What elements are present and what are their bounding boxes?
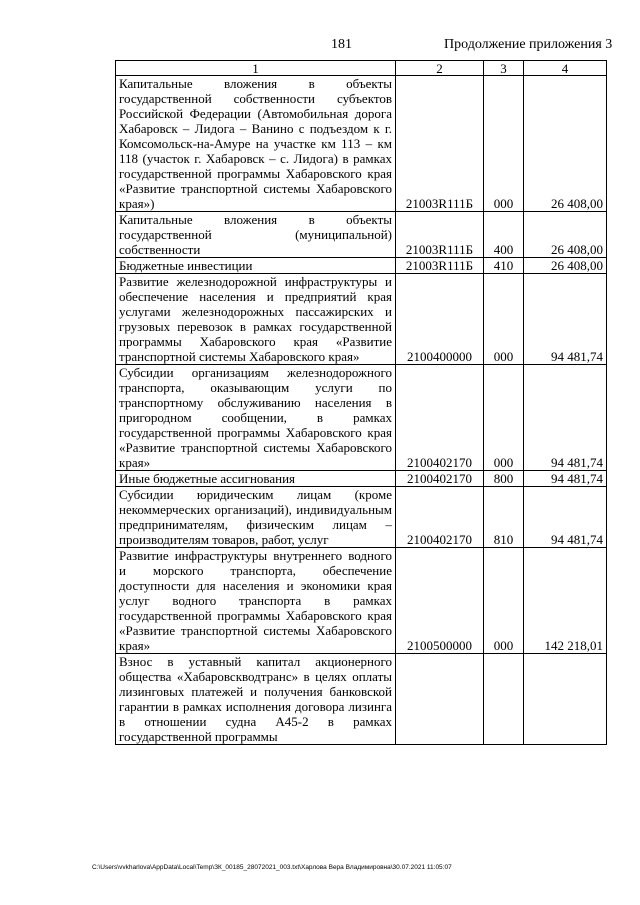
column-header: 3 [484,61,524,76]
row-name: Иные бюджетные ассигнования [116,471,396,487]
row-sum: 94 481,74 [524,487,607,548]
row-expense-type: 000 [484,76,524,212]
table-row [116,212,607,258]
row-expense-type: 000 [484,274,524,365]
row-expense-type: 000 [484,365,524,471]
row-name: Субсидии организациям железнодорожного транспорта, оказывающим услуги по транспортному обслуживанию населения в пригородном сообщении, в рамках государственной программы Хабаровского края «Развитие транспортной системы Хабаровского края» [116,365,396,471]
row-name: Развитие железнодорожной инфраструктуры и обеспечение населения и предприятий края услугами железнодорожных пассажирских и грузовых перевозок в рамках государственной программы Хабаровского края «Развитие транспортной системы Хабаровского края» [116,274,396,365]
table-row [116,471,607,487]
table-row [116,76,607,212]
row-expense-type: 400 [484,212,524,258]
row-name: Взнос в уставный капитал акционерного общества «Хабаровскводтранс» в целях оплаты лизинговых платежей и получения банковской гарантии в рамках исполнения договора лизинга в отношении судна А45-2 в рамках государственной программы [116,654,396,745]
column-header: 2 [396,61,484,76]
page-number: 181 [331,37,352,52]
row-target-code: 2100402170 [396,471,484,487]
row-sum: 26 408,00 [524,76,607,212]
column-number-row [116,61,607,76]
column-header: 1 [116,61,396,76]
row-sum: 94 481,74 [524,365,607,471]
row-name: Капитальные вложения в объекты государственной собственности субъектов Российской Федерации (Автомобильная дорога Хабаровск – Лидога – Ванино с подъездом к г. Комсомольск-на-Амуре на участке км 113 – км 118 (участок г. Хабаровск – с. Лидога) в рамках государственной программы Хабаровского края «Развитие транспортной системы Хабаровского края») [116,76,396,212]
budget-table [115,60,607,745]
row-expense-type [484,654,524,745]
row-name: Субсидии юридическим лицам (кроме некоммерческих организаций), индивидуальным предпринимателям, физическим лицам – производителям товаров, работ, услуг [116,487,396,548]
row-sum [524,654,607,745]
row-sum: 142 218,01 [524,548,607,654]
column-header: 4 [524,61,607,76]
row-target-code [396,654,484,745]
row-expense-type: 810 [484,487,524,548]
continuation-label: Продолжение приложения 3 [444,37,613,52]
row-target-code: 21003R111Б [396,212,484,258]
table-row [116,548,607,654]
row-target-code: 21003R111Б [396,258,484,274]
row-sum: 26 408,00 [524,212,607,258]
row-target-code: 2100500000 [396,548,484,654]
row-name: Капитальные вложения в объекты государственной (муниципальной) собственности [116,212,396,258]
table-row [116,487,607,548]
row-sum: 26 408,00 [524,258,607,274]
row-expense-type: 800 [484,471,524,487]
row-name: Бюджетные инвестиции [116,258,396,274]
row-sum: 94 481,74 [524,471,607,487]
row-expense-type: 410 [484,258,524,274]
row-target-code: 2100402170 [396,487,484,548]
table-row [116,258,607,274]
row-name: Развитие инфраструктуры внутреннего водного и морского транспорта, обеспечение доступности для населения и экономики края услуг водного транспорта в рамках государственной программы Хабаровского края «Развитие транспортной системы Хабаровского края» [116,548,396,654]
row-expense-type: 000 [484,548,524,654]
file-path-footer: C:\Users\vvkharlova\AppData\Local\Temp\ЗК_00185_28072021_003.txt\Харлова Вера Владимировна\30.07.2021 11:05:07 [92,864,452,871]
row-target-code: 2100400000 [396,274,484,365]
row-target-code: 2100402170 [396,365,484,471]
table-row [116,654,607,745]
table-row [116,365,607,471]
table-row [116,274,607,365]
row-target-code: 21003R111Б [396,76,484,212]
row-sum: 94 481,74 [524,274,607,365]
